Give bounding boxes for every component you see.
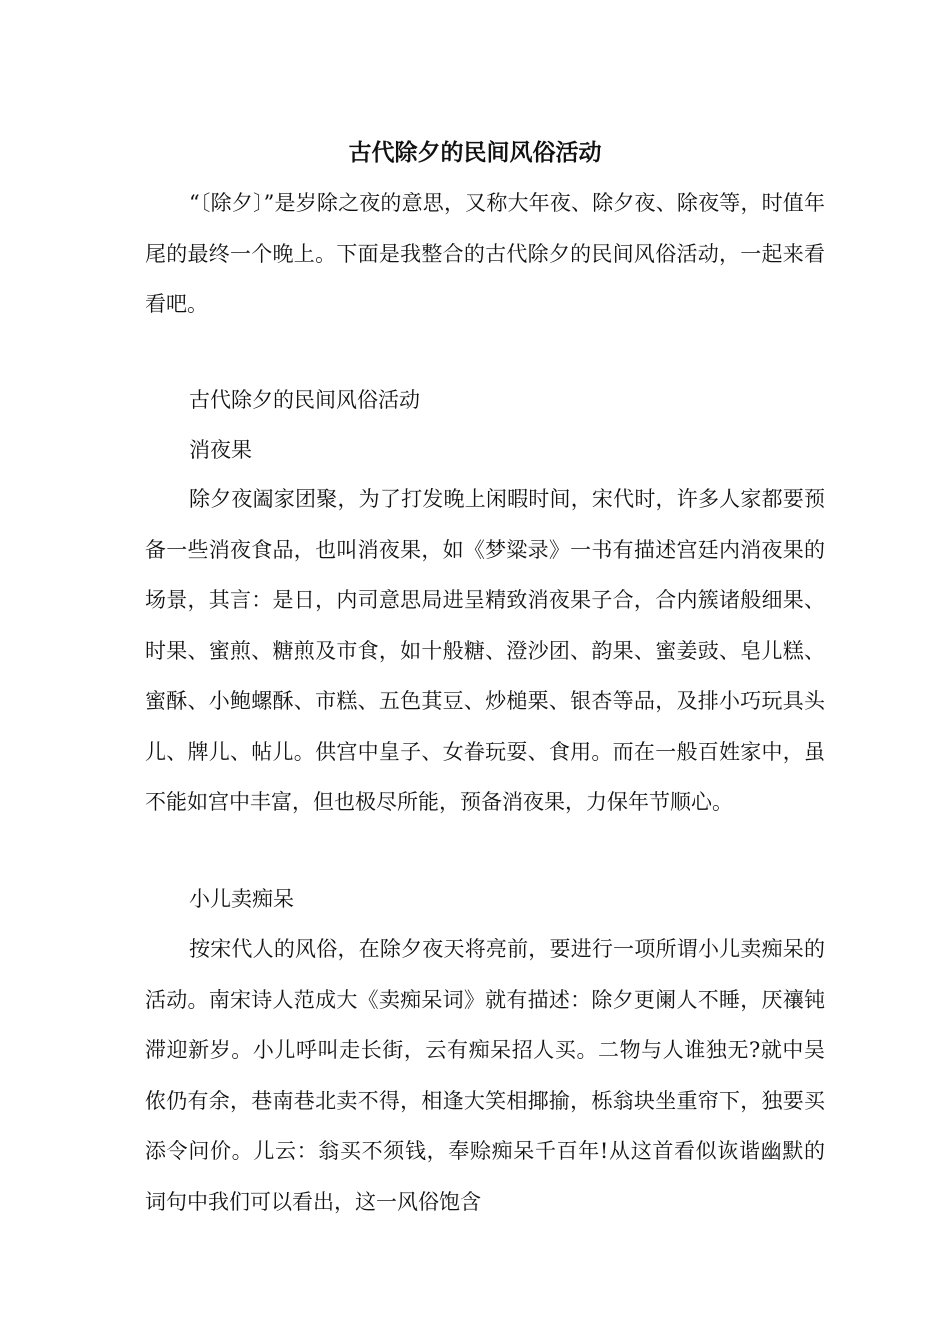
subsection-body-2: 按宋代人的风俗，在除夕夜天将亮前，要进行一项所谓小儿卖痴呆的活动。南宋诗人范成大《卖痴呆词》就有描述：除夕更阑人不睡，厌禳钝滞迎新岁。小儿呼叫走长街，云有痴呆招人买。二物与人谁独无?就中吴侬仍有余，巷南巷北卖不得，相逢大笑相揶揄，栎翁块坐重帘下，独要买添令问价。儿云：翁买不须钱，奉赊痴呆千百年!从这首看似诙谐幽默的词句中我们可以看出，这一风俗饱含 bbox=[145, 937, 825, 1214]
section-heading: 古代除夕的民间风俗活动 bbox=[189, 388, 420, 412]
subsection-body-1: 除夕夜阖家团聚，为了打发晚上闲暇时间，宋代时，许多人家都要预备一些消夜食品，也叫消夜果，如《梦粱录》一书有描述宫廷内消夜果的场景，其言：是日，内司意思局进呈精致消夜果子合，合内簇诸般细果、时果、蜜煎、糖煎及市食，如十般糖、澄沙团、韵果、蜜姜豉、皂儿糕、蜜酥、小鲍螺酥、市糕、五色萁豆、炒槌栗、银杏等品，及排小巧玩具头儿、牌儿、帖儿。供宫中皇子、女眷玩耍、食用。而在一般百姓家中，虽不能如宫中丰富，但也极尽所能，预备消夜果，力保年节顺心。 bbox=[145, 487, 825, 814]
document-title: 古代除夕的民间风俗活动 bbox=[348, 139, 602, 166]
intro-paragraph: “〔除夕〕”是岁除之夜的意思，又称大年夜、除夕夜、除夜等，时值年尾的最终一个晚上。下面是我整合的古代除夕的民间风俗活动，一起来看看吧。 bbox=[145, 191, 825, 316]
subsection-heading-2: 小儿卖痴呆 bbox=[189, 887, 294, 911]
subsection-heading-1: 消夜果 bbox=[189, 438, 252, 462]
